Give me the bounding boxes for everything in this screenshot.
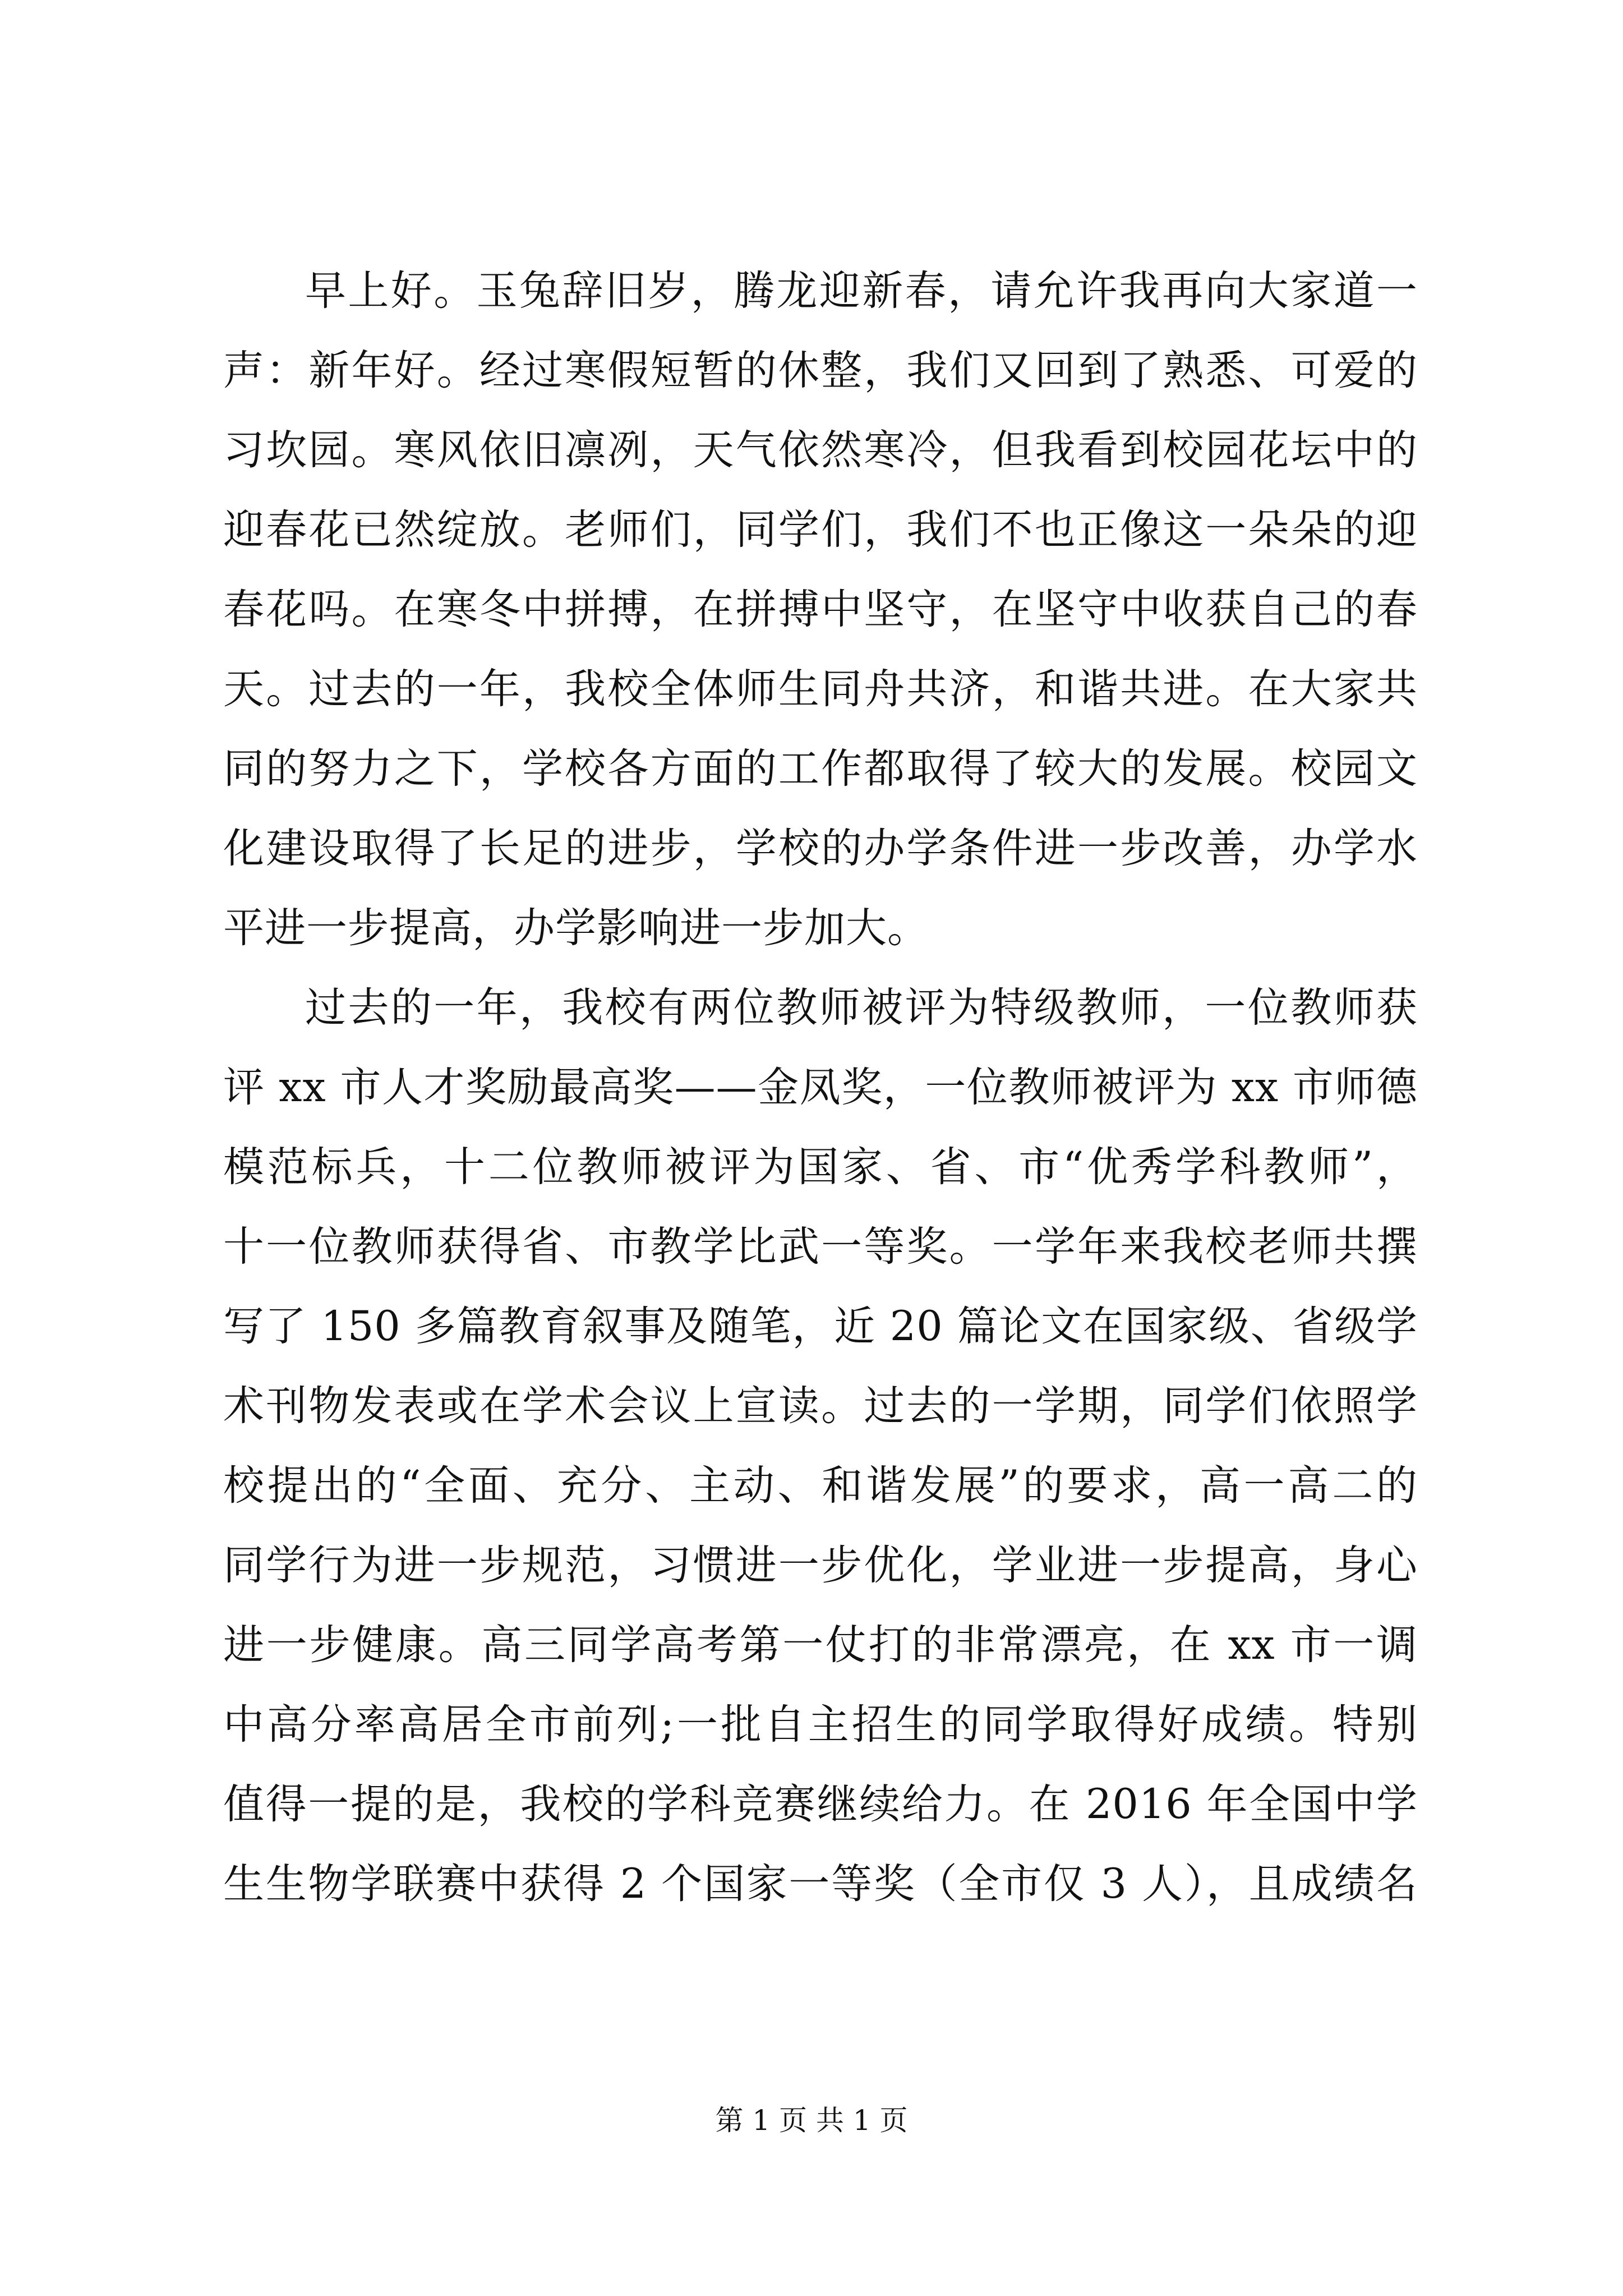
paragraph-1-line-9: 平进一步提高，办学影响进一步加大。 bbox=[223, 904, 929, 952]
paragraph-1-line-5: 春花吗。在寒冬中拼搏，在拼搏中坚守，在坚守中收获自己的春 bbox=[223, 586, 1418, 633]
paragraph-2-line-8: 同学行为进一步规范，习惯进一步优化，学业进一步提高，身心 bbox=[223, 1542, 1418, 1589]
paragraph-2-line-3: 模范标兵，十二位教师被评为国家、省、市“优秀学科教师”， bbox=[223, 1143, 1418, 1191]
paragraph-1-line-4: 迎春花已然绽放。老师们，同学们，我们不也正像这一朵朵的迎 bbox=[223, 506, 1418, 554]
paragraph-1-line-2: 声：新年好。经过寒假短暂的休整，我们又回到了熟悉、可爱的 bbox=[223, 347, 1418, 394]
page-footer bbox=[0, 2101, 1623, 2140]
paragraph-2-line-6: 术刊物发表或在学术会议上宣读。过去的一学期，同学们依照学 bbox=[223, 1382, 1418, 1430]
paragraph-2-line-4: 十一位教师获得省、市教学比武一等奖。一学年来我校老师共撰 bbox=[223, 1223, 1418, 1271]
paragraph-2-line-12: 生生物学联赛中获得 2 个国家一等奖（全市仅 3 人），且成绩名 bbox=[223, 1860, 1418, 1908]
paragraph-2-line-5: 写了 150 多篇教育叙事及随笔，近 20 篇论文在国家级、省级学 bbox=[223, 1303, 1418, 1350]
paragraph-2-line-1: 过去的一年，我校有两位教师被评为特级教师，一位教师获 bbox=[305, 984, 1418, 1032]
paragraph-2-line-11: 值得一提的是，我校的学科竞赛继续给力。在 2016 年全国中学 bbox=[223, 1780, 1418, 1828]
paragraph-1-line-6: 天。过去的一年，我校全体师生同舟共济，和谐共进。在大家共 bbox=[223, 665, 1418, 713]
paragraph-2-line-10: 中高分率高居全市前列;一批自主招生的同学取得好成绩。特别 bbox=[223, 1701, 1418, 1749]
paragraph-1-line-1: 早上好。玉兔辞旧岁，腾龙迎新春，请允许我再向大家道一 bbox=[305, 267, 1418, 315]
document-body bbox=[223, 251, 1418, 1924]
paragraph-1-line-7: 同的努力之下，学校各方面的工作都取得了较大的发展。校园文 bbox=[223, 745, 1418, 793]
page-number-label: 第 1 页 共 1 页 bbox=[715, 2104, 908, 2137]
paragraph-1-line-3: 习坎园。寒风依旧凛冽，天气依然寒冷，但我看到校园花坛中的 bbox=[223, 426, 1418, 474]
paragraph-1-line-8: 化建设取得了长足的进步，学校的办学条件进一步改善，办学水 bbox=[223, 825, 1418, 872]
paragraph-2-line-7: 校提出的“全面、充分、主动、和谐发展”的要求，高一高二的 bbox=[223, 1462, 1418, 1510]
paragraph-2-line-9: 进一步健康。高三同学高考第一仗打的非常漂亮，在 xx 市一调 bbox=[223, 1621, 1418, 1669]
paragraph-2-line-2: 评 xx 市人才奖励最高奖——金凤奖，一位教师被评为 xx 市师德 bbox=[223, 1064, 1418, 1111]
